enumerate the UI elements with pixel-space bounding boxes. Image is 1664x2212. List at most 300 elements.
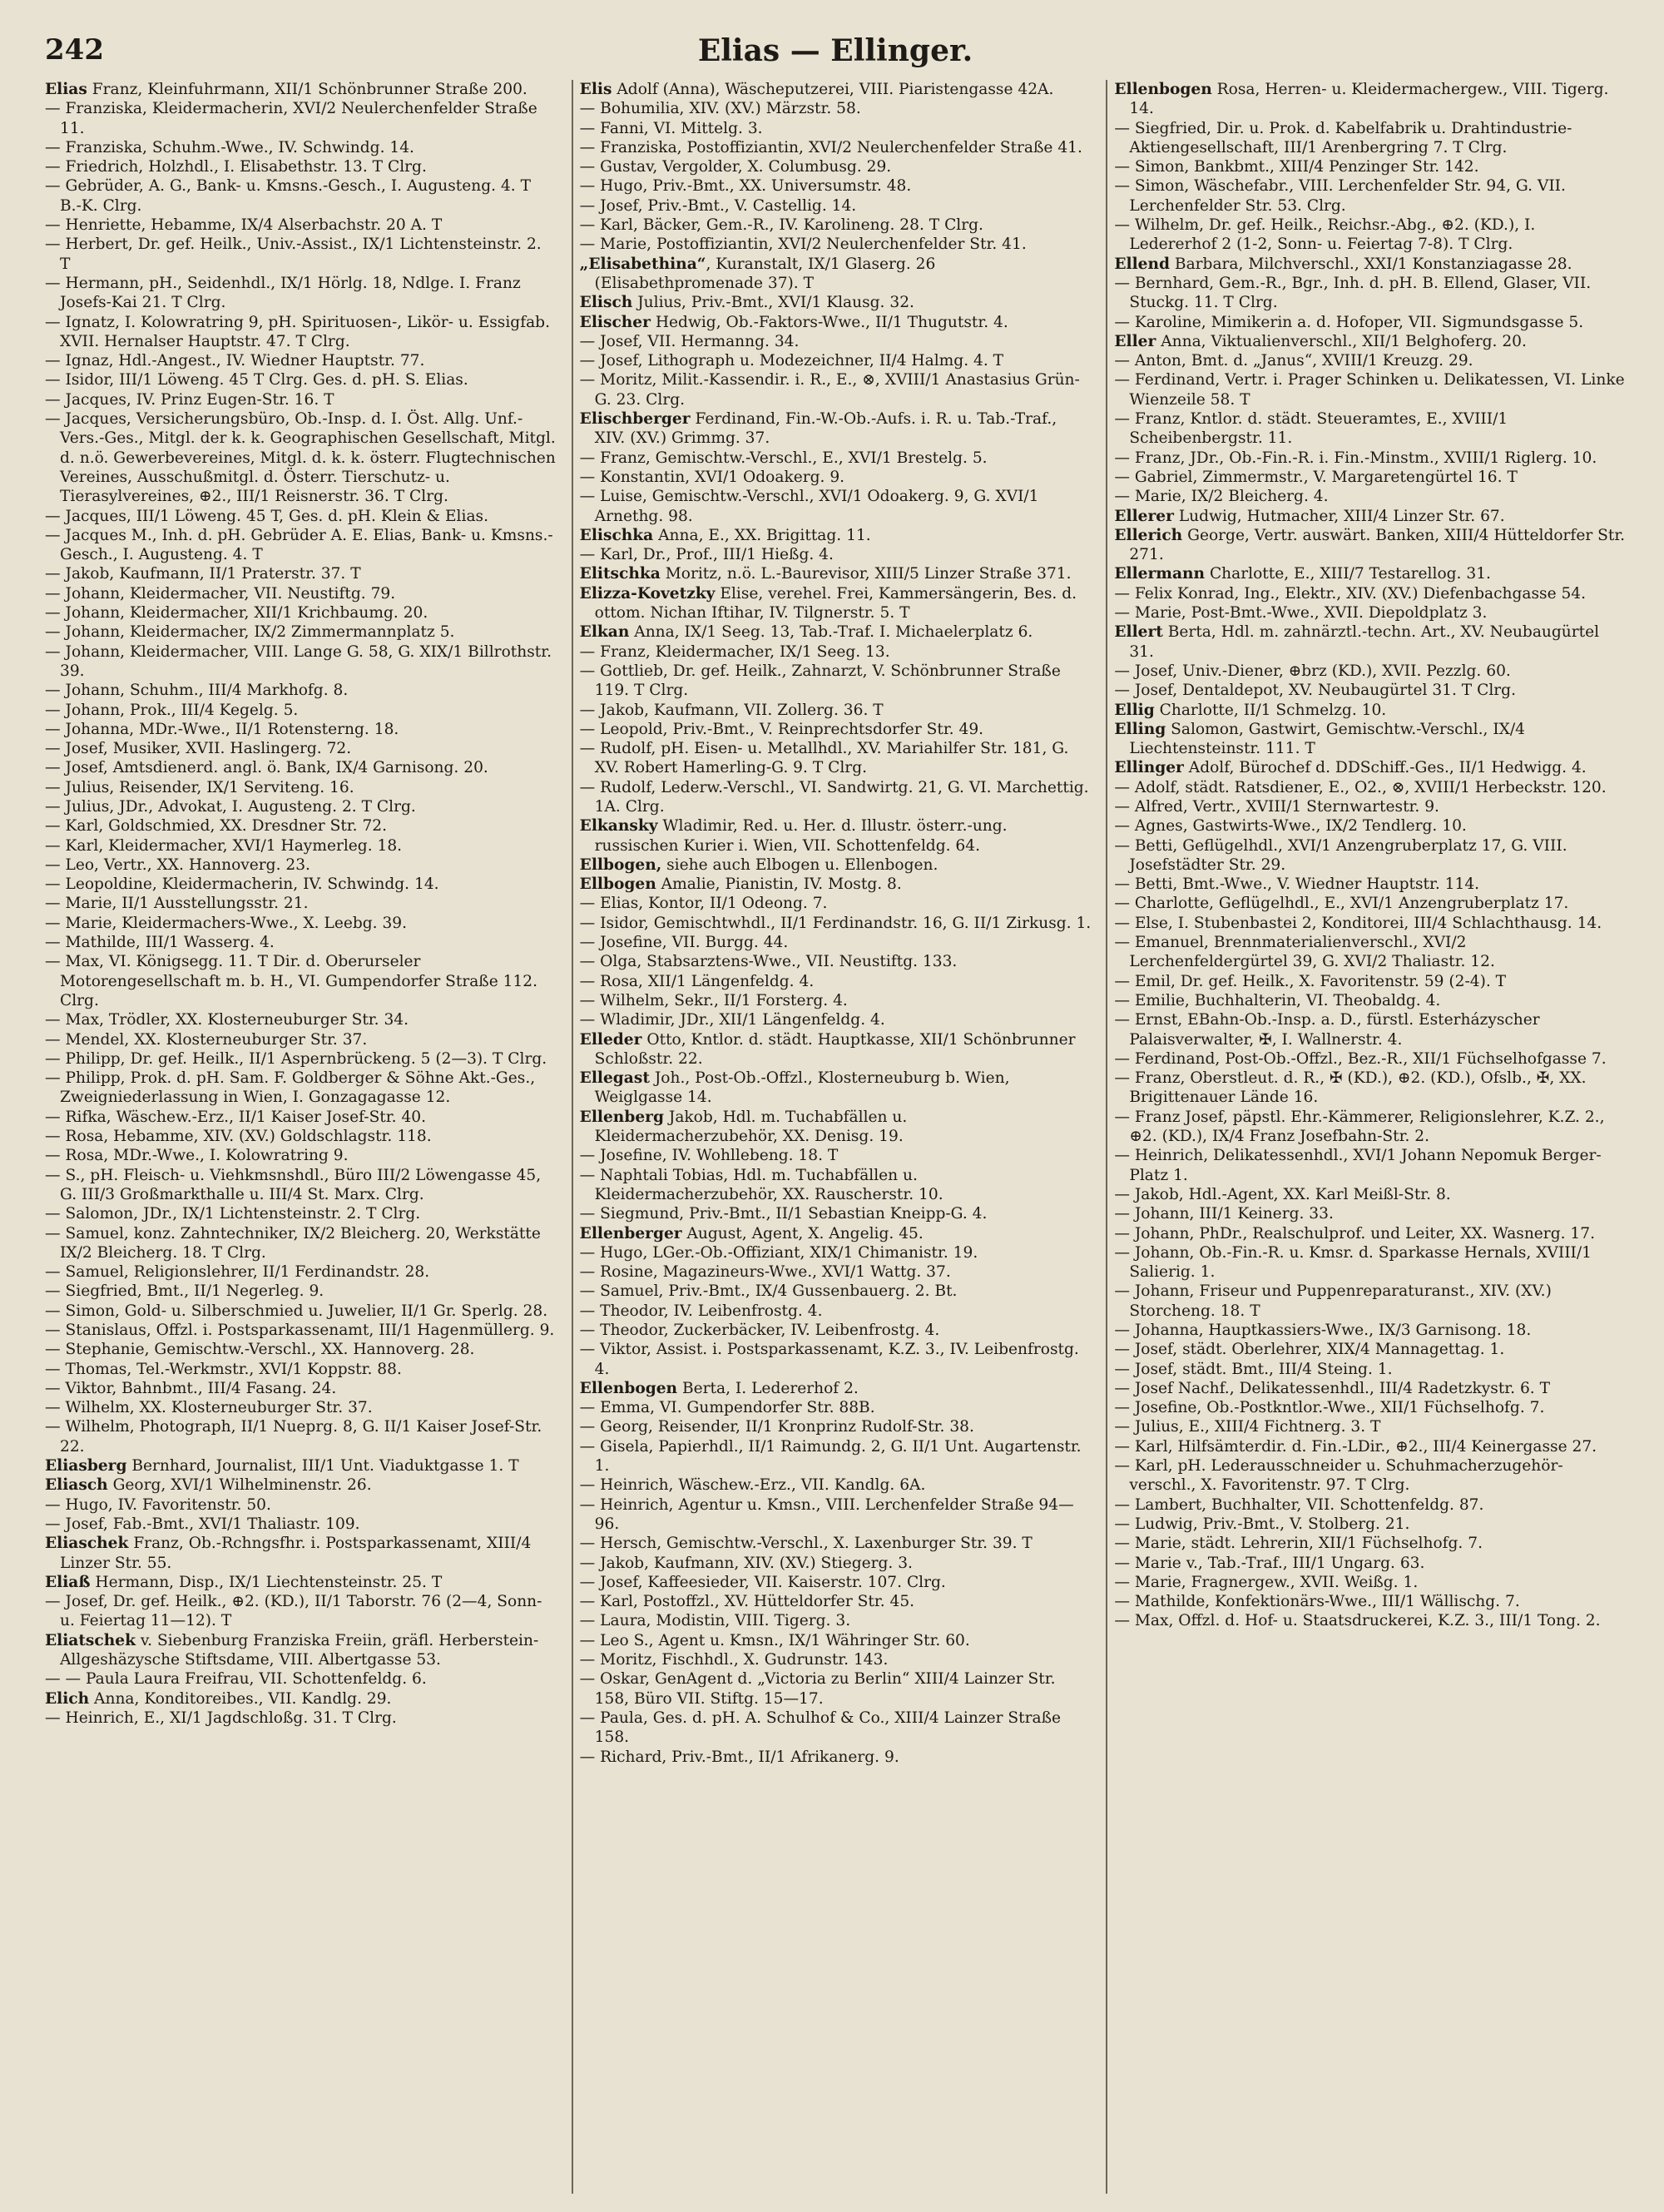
directory-entry [580, 564, 1092, 583]
entry-text: — Josefine, Ob.-Postkntlor.-Wwe., XII/1 Füchselhofg. 7. [1114, 1399, 1545, 1417]
entry-text: — Georg, Reisender, II/1 Kronprinz Rudolf-Str. 38. [579, 1418, 974, 1436]
directory-entry [1114, 662, 1626, 681]
directory-entry [45, 836, 557, 856]
entry-text: — Wilhelm, XX. Klosterneuburger Str. 37. [45, 1399, 373, 1417]
entry-text: — Paula, Ges. d. pH. A. Schulhof & Co., XIII/4 Lainzer Straße 158. [579, 1709, 1062, 1747]
directory-entry [45, 584, 557, 603]
entry-surname: Ellerer [1114, 507, 1174, 525]
directory-entry [1114, 972, 1626, 991]
entry-surname: Elling [1114, 720, 1166, 738]
directory-entry [1114, 370, 1626, 409]
entry-text: — Franz, Kntlor. d. städt. Steueramtes, E., XVIII/1 Scheibenbergstr. 11. [1114, 410, 1508, 448]
directory-entry [1114, 1456, 1626, 1495]
directory-entry [580, 80, 1092, 99]
directory-entry [1114, 1437, 1626, 1456]
directory-entry [1114, 1534, 1626, 1553]
entry-text: Elise, verehel. Frei, Kammersängerin, Bes. d. ottom. Nichan Iftihar, IV. Tilgnerstr. 5. T [594, 584, 1077, 622]
entry-text: — Else, I. Stubenbastei 2, Konditorei, III/4 Schlachthausg. 14. [1114, 914, 1602, 932]
entry-text: — Josef, Univ.-Diener, ⊕brz (KD.), XVII. Pezzlg. 60. [1114, 662, 1511, 680]
directory-entry [580, 99, 1092, 118]
entry-text: — Stanislaus, Offzl. i. Postsparkassenamt, III/1 Hagenmüllerg. 9. [45, 1322, 555, 1339]
directory-entry [1114, 409, 1626, 449]
entry-text: — Karl, pH. Lederausschneider u. Schuhmacherzugehör-verschl., X. Favoritenstr. 97. T Clrg. [1114, 1457, 1563, 1495]
directory-entry [580, 1108, 1092, 1147]
entry-surname: Eliaschek [45, 1535, 129, 1553]
directory-entry [45, 1282, 557, 1301]
entry-text: — Lambert, Buchhalter, VII. Schottenfeldg. 87. [1114, 1495, 1484, 1514]
entry-text: — Mathilde, III/1 Wasserg. 4. [45, 934, 275, 952]
entry-text: Franz, Kleinfuhrmann, XII/1 Schönbrunner Straße 200. [87, 81, 527, 98]
entry-text: — Agnes, Gastwirts-Wwe., IX/2 Tendlerg. 10. [1114, 817, 1467, 836]
directory-entry [45, 1631, 557, 1670]
entry-text: — Karl, Goldschmied, XX. Dresdner Str. 72. [45, 817, 388, 836]
entry-text: — Josef, Priv.-Bmt., V. Castellig. 14. [579, 196, 857, 215]
entry-text: — Josef, Musiker, XVII. Haslingerg. 72. [45, 740, 352, 758]
entry-text: — Josef, Dr. gef. Heilk., ⊕2. (KD.), II/1 Taborstr. 76 (2—4, Sonn- u. Feiertag 11—12). T [45, 1593, 542, 1630]
entry-text: — Johann, Prok., III/4 Kegelg. 5. [45, 701, 299, 719]
entry-text: Ferdinand, Fin.-W.-Ob.-Aufs. i. R. u. Tab.-Traf., XIV. (XV.) Grimmg. 37. [594, 410, 1057, 448]
directory-entry [45, 1475, 557, 1495]
directory-entry [1114, 701, 1626, 720]
entry-text: — — Paula Laura Freifrau, VII. Schottenfeldg. 6. [45, 1670, 427, 1689]
entry-text: — Mathilde, Konfektionärs-Wwe., III/1 Wällischg. 7. [1114, 1593, 1520, 1611]
directory-entry [580, 235, 1092, 254]
entry-text: — Max, Offzl. d. Hof- u. Staatsdruckerei, K.Z. 3., III/1 Tong. 2. [1114, 1612, 1601, 1630]
directory-entry [45, 274, 557, 313]
entry-text: — Johann, Kleidermacher, IX/2 Zimmermannplatz 5. [45, 623, 455, 642]
entry-text: — Philipp, Dr. gef. Heilk., II/1 Aspernbrückeng. 5 (2—3). T Clrg. [45, 1049, 547, 1068]
directory-entry [580, 739, 1092, 778]
entry-text: — Johann, Friseur und Puppenreparaturanst., XIV. (XV.) Storcheng. 18. T [1114, 1282, 1552, 1320]
entry-text: — Fanni, VI. Mittelg. 3. [579, 119, 763, 137]
entry-text: — Marie, II/1 Ausstellungsstr. 21. [45, 895, 309, 913]
directory-entry [1114, 1243, 1626, 1282]
directory-entry [580, 662, 1092, 701]
directory-entry [1114, 933, 1626, 972]
directory-entry [580, 216, 1092, 235]
entry-text: — Thomas, Tel.-Werkmstr., XVI/1 Koppstr. 88. [45, 1360, 402, 1378]
entry-text: — Hermann, pH., Seidenhdl., IX/1 Hörlg. 18, Ndlge. I. Franz Josefs-Kai 21. T Clrg. [45, 274, 521, 312]
entry-text: — Betti, Bmt.-Wwe., V. Wiedner Hauptstr. 114. [1114, 875, 1480, 894]
entry-text: — Franz, Oberstleut. d. R., ✠ (KD.), ⊕2. (KD.), Ofslb., ✠, XX. Brigittenauer Lände 16. [1114, 1069, 1587, 1107]
directory-entry [45, 138, 557, 157]
entry-text: — Samuel, Religionslehrer, II/1 Ferdinandstr. 28. [45, 1263, 430, 1282]
entry-text: — Viktor, Assist. i. Postsparkassenamt, K.Z. 3., IV. Leibenfrostg. 4. [579, 1341, 1079, 1378]
entry-text: — Rosa, XII/1 Längenfeldg. 4. [579, 972, 815, 990]
entry-text: — Johann, Kleidermacher, VIII. Lange G. 58, G. XIX/1 Billrothstr. 39. [45, 642, 552, 680]
directory-entry [1114, 875, 1626, 894]
directory-entry [45, 1398, 557, 1417]
directory-entry [1114, 1108, 1626, 1147]
directory-entry [45, 739, 557, 758]
entry-text: — Heinrich, Wäschew.-Erz., VII. Kandlg. 6A. [579, 1476, 926, 1495]
directory-entry [45, 1495, 557, 1515]
directory-entry [580, 1262, 1092, 1282]
entry-text: — Rudolf, pH. Eisen- u. Metallhdl., XV. Mariahilfer Str. 181, G. XV. Robert Hamerling-G. 9. T Clrg. [579, 740, 1069, 777]
directory-entry [1114, 1340, 1626, 1359]
entry-text: — Wladimir, JDr., XII/1 Längenfeldg. 4. [579, 1011, 885, 1029]
entry-text: — Wilhelm, Photograph, II/1 Nueprg. 8, G. II/1 Kaiser Josef-Str. 22. [45, 1418, 542, 1456]
entry-text: — Johann, Schuhm., III/4 Markhofg. 8. [45, 682, 349, 700]
directory-entry [580, 622, 1092, 642]
entry-surname: Ellegast [579, 1069, 650, 1088]
entry-text: — Marie, Post-Bmt.-Wwe., XVII. Diepoldplatz 3. [1114, 604, 1488, 622]
entry-text: — Jacques, Versicherungsbüro, Ob.-Insp. d. I. Öst. Allg. Unf.-Vers.-Ges., Mitgl. der k. k. Geographischen Gesellschaft, Mitgl. d. n.ö. Gewerbevereines, Mitgl. d. k. k. österr. Flugtechnischen Vereines, Ausschußmitgl. d. Österr. Tierschutz- u. Tierasylvereines, ⊕2., III/1 Reisnerstr. 36. T Clrg. [45, 410, 556, 506]
directory-entry [1114, 216, 1626, 255]
entry-surname: Ellbogen [579, 875, 656, 894]
entry-text: — Karl, Dr., Prof., III/1 Hießg. 4. [579, 546, 834, 564]
directory-entry [580, 894, 1092, 913]
entry-text: — Gottlieb, Dr. gef. Heilk., Zahnarzt, V. Schönbrunner Straße 119. T Clrg. [579, 662, 1061, 700]
entry-text: — Simon, Wäschefabr., VIII. Lerchenfelder Str. 94, G. VII. Lerchenfelder Str. 53. Clrg. [1114, 177, 1566, 215]
entry-text: George, Vertr. auswärt. Banken, XIII/4 Hütteldorfer Str. 271. [1129, 526, 1626, 564]
entry-text: — Leo, Vertr., XX. Hannoverg. 23. [45, 856, 310, 874]
entry-text: — Johann, Kleidermacher, XII/1 Krichbaumg. 20. [45, 604, 428, 622]
directory-entry [580, 1166, 1092, 1205]
entry-text: — Rosine, Magazineurs-Wwe., XVI/1 Wattg. 37. [579, 1263, 951, 1282]
directory-entry [1114, 313, 1626, 332]
directory-entry [1114, 1573, 1626, 1592]
entry-text: — Hugo, IV. Favoritenstr. 50. [45, 1495, 271, 1514]
entry-text: , Kuranstalt, IX/1 Glaserg. 26 (Elisabethpromenade 37). T [594, 255, 936, 292]
entry-surname: Ellenbogen [579, 1379, 678, 1397]
directory-entry [580, 332, 1092, 351]
entry-text: Hermann, Disp., IX/1 Liechtensteinstr. 25. T [90, 1573, 443, 1591]
entry-text: — Alfred, Vertr., XVIII/1 Sternwartestr. 9. [1114, 797, 1439, 816]
directory-entry [1114, 1010, 1626, 1049]
entry-text: Salomon, Gastwirt, Gemischtw.-Verschl., IX/4 Liechtensteinstr. 111. T [1129, 720, 1526, 758]
entry-text: — Leopoldine, Kleidermacherin, IV. Schwindg. 14. [45, 875, 439, 894]
column-2 [572, 80, 1092, 2194]
directory-entry [45, 875, 557, 894]
directory-entry [1114, 778, 1626, 797]
column-3 [1106, 80, 1626, 2194]
entry-text: Charlotte, II/1 Schmelzg. 10. [1154, 701, 1387, 719]
entry-text: — Josef, Kaffeesieder, VII. Kaiserstr. 107. Clrg. [579, 1573, 946, 1591]
entry-text: — Marie v., Tab.-Traf., III/1 Ungarg. 63. [1114, 1554, 1425, 1572]
directory-entry [1114, 176, 1626, 216]
entry-text: — Isidor, Gemischtwhdl., II/1 Ferdinandstr. 16, G. II/1 Zirkusg. 1. [579, 914, 1092, 932]
directory-entry [580, 1475, 1092, 1495]
entry-text: Julius, Priv.-Bmt., XVI/1 Klausg. 32. [632, 294, 914, 312]
directory-entry [45, 1204, 557, 1223]
entry-text: — Rifka, Wäschew.-Erz., II/1 Kaiser Josef-Str. 40. [45, 1108, 427, 1126]
entry-surname: Elich [45, 1689, 90, 1708]
directory-entry [45, 216, 557, 235]
entry-text: — Marie, IX/2 Bleicherg. 4. [1114, 488, 1329, 506]
directory-entry [580, 1146, 1092, 1165]
directory-entry [1114, 274, 1626, 313]
entry-text: — Josefine, VII. Burgg. 44. [579, 934, 789, 952]
entry-text: — Emilie, Buchhalterin, VI. Theobaldg. 4. [1114, 991, 1441, 1009]
entry-surname: „Elisabethina“ [579, 255, 706, 273]
entry-text: — Johann, PhDr., Realschulprof. und Leiter, XX. Wasnerg. 17. [1114, 1224, 1595, 1242]
entry-surname: Elias [45, 81, 87, 98]
entry-text: — Hugo, LGer.-Ob.-Offiziant, XIX/1 Chimanistr. 19. [579, 1243, 978, 1262]
directory-entry [45, 1321, 557, 1340]
directory-entry [580, 409, 1092, 449]
directory-entry [45, 603, 557, 622]
entry-text: — Franz, JDr., Ob.-Fin.-R. i. Fin.-Minstm., XVIII/1 Riglerg. 10. [1114, 449, 1597, 467]
entry-text: — Josef, Amtsdienerd. angl. ö. Bank, IX/4 Garnisong. 20. [45, 759, 488, 777]
directory-entry [580, 720, 1092, 739]
directory-entry [1114, 1495, 1626, 1515]
entry-surname: Elischer [579, 313, 651, 331]
entry-text: — Josef Nachf., Delikatessenhdl., III/4 Radetzkystr. 6. T [1114, 1379, 1551, 1397]
entry-text: Joh., Post-Ob.-Offzl., Klosterneuburg b. Wien, Weiglgasse 14. [594, 1069, 1010, 1107]
directory-entry [1114, 1398, 1626, 1417]
directory-entry [45, 1534, 557, 1573]
entry-surname: Ellbogen, [579, 856, 662, 874]
directory-entry [45, 758, 557, 777]
entry-text: Hedwig, Ob.-Faktors-Wwe., II/1 Thugutstr. 4. [650, 313, 1008, 331]
entry-text: — Hersch, Gemischtw.-Verschl., X. Laxenburger Str. 39. T [579, 1535, 1033, 1553]
columns [45, 80, 1626, 2194]
directory-entry [580, 1379, 1092, 1398]
directory-entry [1114, 681, 1626, 700]
directory-entry [580, 914, 1092, 933]
entry-text: — Josef, städt. Bmt., III/4 Steing. 1. [1114, 1360, 1393, 1378]
directory-entry [580, 1340, 1092, 1379]
directory-entry [45, 176, 557, 216]
directory-entry [580, 176, 1092, 196]
entry-surname: Elisch [579, 294, 633, 312]
entry-text: — Max, VI. Königsegg. 11. T Dir. d. Oberurseler Motorengesellschaft m. b. H., VI. Gumpendorfer Straße 112. Clrg. [45, 953, 538, 1009]
entry-text: — Karoline, Mimikerin a. d. Hofoper, VII. Sigmundsgasse 5. [1114, 313, 1584, 331]
entry-text: — Franziska, Schuhm.-Wwe., IV. Schwindg. 14. [45, 138, 414, 156]
entry-text: — Richard, Priv.-Bmt., II/1 Afrikanerg. 9. [579, 1748, 899, 1766]
entry-surname: Elitschka [579, 565, 661, 583]
entry-text: — Julius, Reisender, IX/1 Serviteng. 16. [45, 778, 354, 796]
entry-text: — Julius, E., XIII/4 Fichtnerg. 3. T [1114, 1418, 1381, 1436]
entry-text: — Josef, Fab.-Bmt., XVI/1 Thaliastr. 109. [45, 1515, 360, 1533]
entry-text: — Jakob, Kaufmann, VII. Zollerg. 36. T [579, 701, 884, 719]
entry-text: — Ernst, EBahn-Ob.-Insp. a. D., fürstl. Esterházyscher Palaisverwalter, ✠, I. Wallnerstr. 4. [1114, 1011, 1540, 1049]
directory-entry [1114, 720, 1626, 759]
entry-text: — Marie, städt. Lehrerin, XII/1 Füchselhofg. 7. [1114, 1535, 1483, 1553]
entry-text: — Isidor, III/1 Löweng. 45 T Clrg. Ges. d. pH. S. Elias. [45, 371, 468, 389]
directory-entry [1114, 332, 1626, 351]
directory-entry [45, 370, 557, 389]
directory-entry [45, 933, 557, 952]
entry-text: — Samuel, konz. Zahntechniker, IX/2 Bleicherg. 20, Werkstätte IX/2 Bleicherg. 18. T Clrg. [45, 1224, 541, 1262]
directory-entry [45, 507, 557, 526]
directory-entry [45, 720, 557, 739]
directory-entry [580, 1321, 1092, 1340]
directory-entry [580, 196, 1092, 216]
directory-entry [580, 1398, 1092, 1417]
entry-text: Jakob, Hdl. m. Tuchabfällen u. Kleidermacherzubehör, XX. Denisg. 19. [594, 1108, 908, 1146]
entry-text: — Jacques, III/1 Löweng. 45 T, Ges. d. pH. Klein & Elias. [45, 507, 488, 525]
entry-text: Otto, Kntlor. d. städt. Hauptkasse, XII/1 Schönbrunner Schloßstr. 22. [594, 1030, 1076, 1068]
directory-entry [580, 1069, 1092, 1108]
column-1 [45, 80, 557, 2194]
directory-entry [45, 1049, 557, 1069]
entry-text: siehe auch Elbogen u. Ellenbogen. [661, 856, 938, 874]
entry-text: — Emanuel, Brennmaterialienverschl., XVI/2 Lerchenfeldergürtel 39, G. XVI/2 Thaliastr. 12. [1114, 934, 1495, 971]
entry-text: — Henriette, Hebamme, IX/4 Alserbachstr. 20 A. T [45, 216, 443, 235]
directory-entry [45, 351, 557, 370]
entry-text: — Max, Trödler, XX. Klosterneuburger Str. 34. [45, 1011, 409, 1029]
directory-entry [45, 701, 557, 720]
directory-entry [580, 875, 1092, 894]
directory-entry [580, 1437, 1092, 1476]
entry-text: August, Agent, X. Angelig. 45. [681, 1224, 924, 1242]
directory-entry [45, 642, 557, 682]
directory-entry [1114, 1417, 1626, 1436]
directory-entry [580, 1650, 1092, 1669]
directory-entry [580, 255, 1092, 294]
entry-text: — Ignaz, Hdl.-Angest., IV. Wiedner Hauptstr. 77. [45, 352, 425, 370]
directory-entry [580, 1669, 1092, 1709]
directory-entry [580, 1592, 1092, 1611]
entry-text: — Olga, Stabsarztens-Wwe., VII. Neustiftg. 133. [579, 953, 958, 971]
entry-text: — Theodor, IV. Leibenfrostg. 4. [579, 1302, 823, 1320]
entry-text: — Philipp, Prok. d. pH. Sam. F. Goldberger & Söhne Akt.-Ges., Zweigniederlassung in Wien, I. Gonzagagasse 12. [45, 1069, 536, 1107]
entry-surname: Ellenbogen [1114, 81, 1212, 98]
entry-text: Berta, Hdl. m. zahnärztl.-techn. Art., XV. Neubaugürtel 31. [1129, 623, 1600, 661]
directory-entry [580, 584, 1092, 623]
directory-entry [1114, 157, 1626, 176]
directory-entry [1114, 487, 1626, 506]
entry-text: — Konstantin, XVI/1 Odoakerg. 9. [579, 468, 845, 486]
directory-entry [45, 1030, 557, 1049]
directory-entry [580, 1495, 1092, 1535]
directory-entry [1114, 1360, 1626, 1379]
page-header [45, 33, 1626, 75]
directory-entry [45, 99, 557, 138]
directory-entry [1114, 1185, 1626, 1204]
directory-entry [580, 1302, 1092, 1321]
directory-entry [45, 797, 557, 816]
entry-text: — Josef, Dentaldepot, XV. Neubaugürtel 31. T Clrg. [1114, 682, 1516, 700]
entry-text: — Simon, Gold- u. Silberschmied u. Juwelier, II/1 Gr. Sperlg. 28. [45, 1302, 548, 1320]
directory-entry [45, 1379, 557, 1398]
entry-text: — Bohumilia, XIV. (XV.) Märzstr. 58. [579, 100, 861, 118]
entry-text: — Ferdinand, Post-Ob.-Offzl., Bez.-R., XII/1 Füchselhofgasse 7. [1114, 1049, 1607, 1068]
entry-text: Anna, E., XX. Brigittag. 11. [653, 526, 871, 544]
entry-surname: Ellenberger [579, 1224, 682, 1242]
directory-entry [45, 1573, 557, 1592]
entry-text: — S., pH. Fleisch- u. Viehkmsnshdl., Büro III/2 Löwengasse 45, G. III/3 Großmarkthalle u. III/4 St. Marx. Clrg. [45, 1166, 542, 1203]
directory-entry [45, 1456, 557, 1475]
directory-entry [1114, 526, 1626, 565]
directory-entry [580, 856, 1092, 875]
entry-text: — Gebrüder, A. G., Bank- u. Kmsns.-Gesch., I. Augusteng. 4. T B.-K. Clrg. [45, 177, 532, 215]
entry-text: — Emma, VI. Gumpendorfer Str. 88B. [579, 1399, 875, 1417]
directory-entry [580, 157, 1092, 176]
entry-text: — Franz, Gemischtw.-Verschl., E., XVI/1 Brestelg. 5. [579, 449, 988, 467]
entry-text: — Theodor, Zuckerbäcker, IV. Leibenfrostg. 4. [579, 1322, 940, 1339]
entry-surname: Elischka [579, 526, 654, 544]
entry-text: — Samuel, Priv.-Bmt., IX/4 Gussenbauerg. 2. Bt. [579, 1282, 958, 1301]
entry-text: Anna, Konditoreibes., VII. Kandlg. 29. [89, 1689, 392, 1708]
directory-entry [1114, 991, 1626, 1010]
entry-text: — Jakob, Kaufmann, XIV. (XV.) Stiegerg. 3. [579, 1554, 913, 1572]
entry-text: — Marie, Fragnergew., XVII. Weißg. 1. [1114, 1573, 1419, 1591]
directory-entry [580, 1534, 1092, 1553]
entry-text: — Leopold, Priv.-Bmt., V. Reinprechtsdorfer Str. 49. [579, 720, 984, 738]
entry-text: Anna, Viktualienverschl., XII/1 Belghoferg. 20. [1156, 332, 1527, 350]
entry-surname: Eliaß [45, 1573, 91, 1591]
entry-text: Anna, IX/1 Seeg. 13, Tab.-Traf. I. Michaelerplatz 6. [629, 623, 1033, 642]
entry-text: — Wilhelm, Dr. gef. Heilk., Reichsr.-Abg., ⊕2. (KD.), I. Ledererhof 2 (1-2, Sonn- u. Feiertag 7-8). T Clrg. [1114, 216, 1536, 254]
directory-entry [1114, 255, 1626, 274]
directory-entry [580, 487, 1092, 526]
entry-text: — Mendel, XX. Klosterneuburger Str. 37. [45, 1030, 368, 1049]
entry-text: — Felix Konrad, Ing., Elektr., XIV. (XV.) Diefenbachgasse 54. [1114, 584, 1587, 603]
page-number: 242 [45, 33, 104, 67]
directory-entry [1114, 603, 1626, 622]
directory-entry [580, 293, 1092, 312]
directory-entry [1114, 1592, 1626, 1611]
directory-entry [580, 370, 1092, 409]
entry-text: — Adolf, städt. Ratsdiener, E., O2., ⊗, XVIII/1 Herbeckstr. 120. [1114, 778, 1607, 796]
entry-text: Bernhard, Journalist, III/1 Unt. Viaduktgasse 1. T [126, 1457, 519, 1475]
entry-text: — Laura, Modistin, VIII. Tigerg. 3. [579, 1612, 851, 1630]
directory-entry [1114, 468, 1626, 487]
entry-text: — Heinrich, Delikatessenhdl., XVI/1 Johann Nepomuk Berger-Platz 1. [1114, 1147, 1602, 1184]
directory-entry [45, 1224, 557, 1263]
directory-entry [580, 991, 1092, 1010]
directory-entry [45, 1146, 557, 1165]
entry-text: — Bernhard, Gem.-R., Bgr., Inh. d. pH. B. Ellend, Glaser, VII. Stuckg. 11. T Clrg. [1114, 274, 1592, 312]
entry-text: — Naphtali Tobias, Hdl. m. Tuchabfällen u. Kleidermacherzubehör, XX. Rauscherstr. 10. [579, 1166, 943, 1203]
entry-text: — Jakob, Hdl.-Agent, XX. Karl Meißl-Str. 8. [1114, 1185, 1451, 1203]
directory-entry [45, 778, 557, 797]
directory-entry [580, 1631, 1092, 1650]
directory-entry [1114, 449, 1626, 468]
entry-text: Moritz, n.ö. L.-Baurevisor, XIII/5 Linzer Straße 371. [660, 565, 1072, 583]
directory-entry [580, 1224, 1092, 1243]
directory-entry [45, 914, 557, 933]
directory-entry [45, 952, 557, 1010]
entry-text: — Rosa, MDr.-Wwe., I. Kolowratring 9. [45, 1147, 349, 1165]
entry-surname: Ellenberg [579, 1108, 664, 1126]
entry-text: — Johann, Ob.-Fin.-R. u. Kmsr. d. Sparkasse Hernals, XVIII/1 Salierig. 1. [1114, 1243, 1592, 1282]
directory-entry [45, 235, 557, 274]
entry-text: — Charlotte, Geflügelhdl., E., XVI/1 Anzengruberplatz 17. [1114, 895, 1569, 913]
directory-entry [45, 1302, 557, 1321]
directory-entry [45, 1669, 557, 1689]
entry-text: Barbara, Milchverschl., XXI/1 Konstanziagasse 28. [1170, 255, 1572, 273]
directory-entry [1114, 507, 1626, 526]
directory-entry [1114, 584, 1626, 603]
entry-text: — Karl, Postoffzl., XV. Hütteldorfer Str. 45. [579, 1593, 915, 1611]
entry-text: Rosa, Herren- u. Kleidermachergew., VIII. Tigerg. 14. [1129, 81, 1609, 118]
entry-surname: Ellig [1114, 701, 1155, 719]
entry-surname: Eliasberg [45, 1457, 127, 1475]
directory-entry [45, 816, 557, 836]
entry-text: — Rudolf, Lederw.-Verschl., VI. Sandwirtg. 21, G. VI. Marchettig. 1A. Clrg. [579, 778, 1089, 816]
directory-entry [45, 157, 557, 176]
entry-text: — Ferdinand, Vertr. i. Prager Schinken u. Delikatessen, VI. Linke Wienzeile 58. T [1114, 371, 1625, 409]
entry-text: Franz, Ob.-Rchngsfhr. i. Postsparkassenamt, XIII/4 Linzer Str. 55. [60, 1535, 532, 1572]
directory-entry [580, 449, 1092, 468]
entry-text: — Simon, Bankbmt., XIII/4 Penzinger Str. 142. [1114, 158, 1479, 176]
entry-text: — Jakob, Kaufmann, II/1 Praterstr. 37. T [45, 565, 361, 583]
entry-text: — Heinrich, Agentur u. Kmsn., VIII. Lerchenfelder Straße 94—96. [579, 1495, 1074, 1533]
directory-entry [1114, 622, 1626, 662]
directory-entry [580, 468, 1092, 487]
directory-entry [1114, 1146, 1626, 1185]
entry-text: — Anton, Bmt. d. „Janus“, XVIII/1 Kreuzg. 29. [1114, 352, 1473, 370]
directory-entry [580, 642, 1092, 662]
entry-surname: Ellerich [1114, 526, 1183, 544]
entry-text: — Stephanie, Gemischtw.-Verschl., XX. Hannoverg. 28. [45, 1341, 475, 1359]
entry-text: — Marie, Kleidermachers-Wwe., X. Leebg. 39. [45, 914, 408, 932]
entry-surname: Elleder [579, 1030, 642, 1049]
